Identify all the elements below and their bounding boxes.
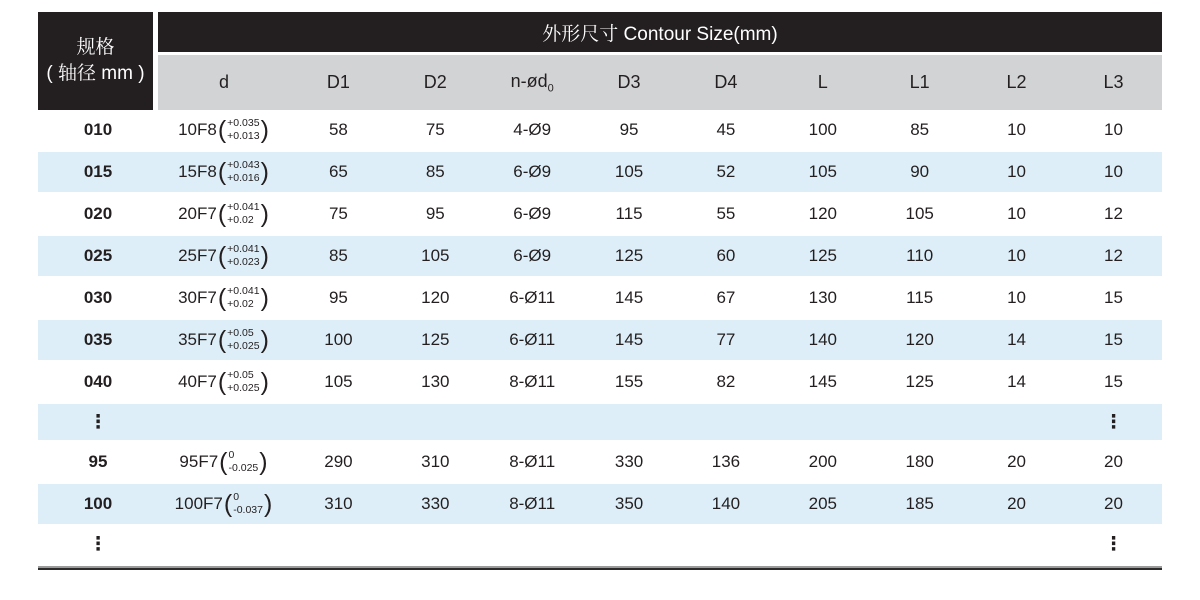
d-tolerance-value: 10F8 ( +0.035 +0.013 ) <box>178 115 269 144</box>
value-cell: 140 <box>774 320 871 362</box>
column-header-row <box>38 55 1162 110</box>
value-cell: 12 <box>1065 236 1162 278</box>
value-cell: 4-Ø9 <box>484 110 581 152</box>
value-cell: 125 <box>871 362 968 404</box>
value-cell: 6-Ø11 <box>484 278 581 320</box>
value-cell: 155 <box>581 362 678 404</box>
table-bottom-rule <box>38 566 1162 570</box>
value-cell: 145 <box>774 362 871 404</box>
value-cell: 45 <box>678 110 775 152</box>
value-cell: 95 <box>581 110 678 152</box>
value-cell: 55 <box>678 194 775 236</box>
column-header-l2: L2 <box>968 55 1065 110</box>
value-cell: 200 <box>774 442 871 484</box>
value-cell: 60 <box>678 236 775 278</box>
ellipsis-spacer <box>158 404 1065 442</box>
value-cell: 95 <box>387 194 484 236</box>
table-row <box>38 152 1162 194</box>
d-tolerance-cell <box>158 236 290 278</box>
column-header-d1: D1 <box>290 55 387 110</box>
table-row <box>38 442 1162 484</box>
ellipsis-row <box>38 404 1162 442</box>
value-cell: 12 <box>1065 194 1162 236</box>
value-cell: 90 <box>871 152 968 194</box>
table-row <box>38 278 1162 320</box>
ellipsis-spec-cell: ⋮ <box>38 526 158 564</box>
value-cell: 20 <box>1065 442 1162 484</box>
value-cell: 14 <box>968 362 1065 404</box>
ellipsis-last-cell: ⋮ <box>1065 404 1162 442</box>
column-header-d3: D3 <box>581 55 678 110</box>
value-cell: 65 <box>290 152 387 194</box>
ellipsis-spec-cell: ⋮ <box>38 404 158 442</box>
value-cell: 6-Ø9 <box>484 236 581 278</box>
value-cell: 20 <box>968 484 1065 526</box>
value-cell: 52 <box>678 152 775 194</box>
spec-cell: 035 <box>38 320 158 362</box>
value-cell: 130 <box>774 278 871 320</box>
value-cell: 330 <box>581 442 678 484</box>
spec-cell: 100 <box>38 484 158 526</box>
value-cell: 145 <box>581 320 678 362</box>
table-row <box>38 236 1162 278</box>
value-cell: 15 <box>1065 278 1162 320</box>
value-cell: 290 <box>290 442 387 484</box>
value-cell: 105 <box>387 236 484 278</box>
value-cell: 125 <box>581 236 678 278</box>
value-cell: 75 <box>387 110 484 152</box>
value-cell: 115 <box>871 278 968 320</box>
value-cell: 8-Ø11 <box>484 442 581 484</box>
d-tolerance-value: 95F7 ( 0 -0.025 ) <box>179 447 268 476</box>
d-tolerance-cell <box>158 152 290 194</box>
value-cell: 67 <box>678 278 775 320</box>
table-row <box>38 484 1162 526</box>
table-row <box>38 362 1162 404</box>
value-cell: 20 <box>968 442 1065 484</box>
table-row <box>38 320 1162 362</box>
value-cell: 100 <box>774 110 871 152</box>
value-cell: 105 <box>581 152 678 194</box>
group-header: 外形尺寸 Contour Size(mm) <box>158 12 1162 55</box>
spec-header-line2: ( 轴径 mm ) <box>46 63 145 84</box>
value-cell: 330 <box>387 484 484 526</box>
value-cell: 58 <box>290 110 387 152</box>
d-tolerance-value: 35F7 ( +0.05 +0.025 ) <box>178 325 269 354</box>
value-cell: 350 <box>581 484 678 526</box>
value-cell: 120 <box>387 278 484 320</box>
ellipsis-spacer <box>158 526 1065 564</box>
column-header-l3: L3 <box>1065 55 1162 110</box>
d-tolerance-cell <box>158 484 290 526</box>
value-cell: 85 <box>387 152 484 194</box>
ellipsis-row <box>38 526 1162 564</box>
column-header-d2: D2 <box>387 55 484 110</box>
value-cell: 15 <box>1065 362 1162 404</box>
d-tolerance-value: 30F7 ( +0.041 +0.02 ) <box>178 283 269 312</box>
value-cell: 10 <box>1065 152 1162 194</box>
value-cell: 8-Ø11 <box>484 484 581 526</box>
d-tolerance-value: 15F8 ( +0.043 +0.016 ) <box>178 157 269 186</box>
spec-cell: 020 <box>38 194 158 236</box>
value-cell: 10 <box>968 194 1065 236</box>
value-cell: 100 <box>290 320 387 362</box>
value-cell: 75 <box>290 194 387 236</box>
column-header-d: d <box>158 55 290 110</box>
value-cell: 14 <box>968 320 1065 362</box>
spec-cell: 030 <box>38 278 158 320</box>
value-cell: 310 <box>387 442 484 484</box>
spec-header-line1: 规格 <box>76 37 115 59</box>
spec-cell: 010 <box>38 110 158 152</box>
contour-size-table <box>38 12 1162 564</box>
d-tolerance-cell <box>158 278 290 320</box>
value-cell: 130 <box>387 362 484 404</box>
spec-cell: 015 <box>38 152 158 194</box>
d-tolerance-cell <box>158 194 290 236</box>
table-row <box>38 110 1162 152</box>
value-cell: 10 <box>968 278 1065 320</box>
value-cell: 120 <box>774 194 871 236</box>
column-header-d4: D4 <box>678 55 775 110</box>
value-cell: 180 <box>871 442 968 484</box>
value-cell: 85 <box>290 236 387 278</box>
d-tolerance-value: 20F7 ( +0.041 +0.02 ) <box>178 199 269 228</box>
value-cell: 8-Ø11 <box>484 362 581 404</box>
value-cell: 140 <box>678 484 775 526</box>
value-cell: 85 <box>871 110 968 152</box>
value-cell: 95 <box>290 278 387 320</box>
value-cell: 110 <box>871 236 968 278</box>
value-cell: 20 <box>1065 484 1162 526</box>
value-cell: 105 <box>290 362 387 404</box>
value-cell: 10 <box>968 152 1065 194</box>
d-tolerance-cell <box>158 320 290 362</box>
ellipsis-last-cell: ⋮ <box>1065 526 1162 564</box>
value-cell: 185 <box>871 484 968 526</box>
column-header-l: L <box>774 55 871 110</box>
value-cell: 10 <box>968 236 1065 278</box>
value-cell: 136 <box>678 442 775 484</box>
value-cell: 77 <box>678 320 775 362</box>
value-cell: 145 <box>581 278 678 320</box>
value-cell: 120 <box>871 320 968 362</box>
column-header-l1: L1 <box>871 55 968 110</box>
d-tolerance-cell <box>158 442 290 484</box>
spec-header <box>38 12 158 110</box>
value-cell: 10 <box>968 110 1065 152</box>
value-cell: 105 <box>871 194 968 236</box>
value-cell: 15 <box>1065 320 1162 362</box>
d-tolerance-value: 40F7 ( +0.05 +0.025 ) <box>178 367 269 396</box>
d-tolerance-value: 100F7 ( 0 -0.037 ) <box>174 489 273 518</box>
spec-cell: 95 <box>38 442 158 484</box>
d-tolerance-cell <box>158 110 290 152</box>
d-tolerance-cell <box>158 362 290 404</box>
table-row <box>38 194 1162 236</box>
value-cell: 6-Ø11 <box>484 320 581 362</box>
spec-cell: 025 <box>38 236 158 278</box>
d-tolerance-value: 25F7 ( +0.041 +0.023 ) <box>178 241 269 270</box>
value-cell: 6-Ø9 <box>484 194 581 236</box>
value-cell: 125 <box>387 320 484 362</box>
group-header-row <box>38 12 1162 55</box>
spec-cell: 040 <box>38 362 158 404</box>
value-cell: 125 <box>774 236 871 278</box>
value-cell: 310 <box>290 484 387 526</box>
value-cell: 82 <box>678 362 775 404</box>
value-cell: 10 <box>1065 110 1162 152</box>
value-cell: 205 <box>774 484 871 526</box>
value-cell: 6-Ø9 <box>484 152 581 194</box>
column-header-nd0: $n-ød_0$ <box>484 55 581 110</box>
value-cell: 105 <box>774 152 871 194</box>
value-cell: 115 <box>581 194 678 236</box>
